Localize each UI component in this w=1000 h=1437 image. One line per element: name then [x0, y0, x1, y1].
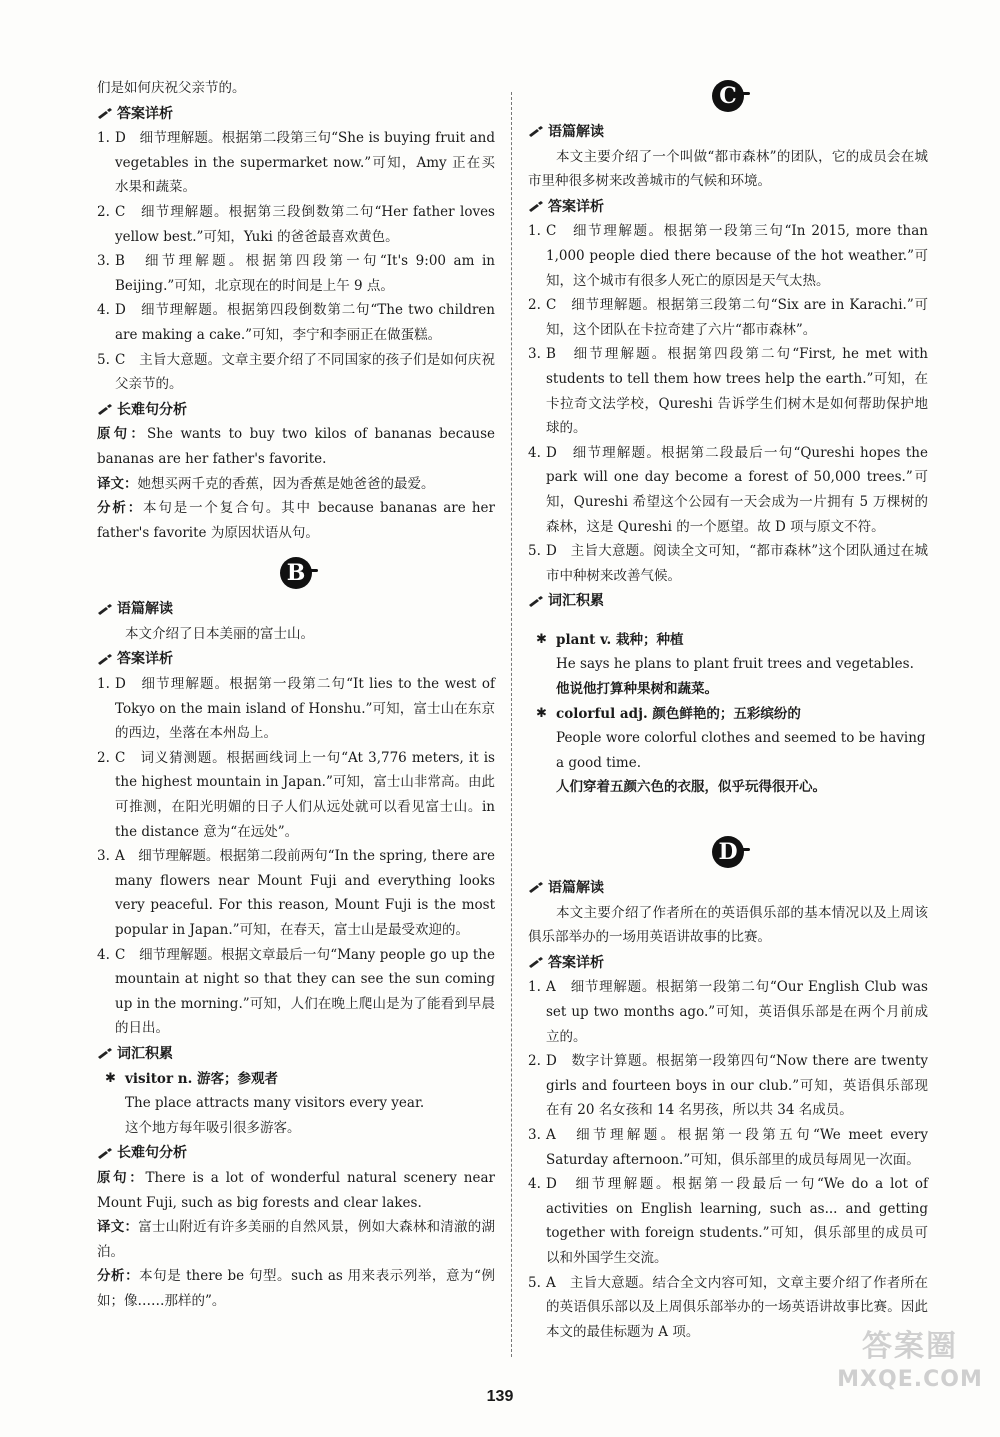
answer-list-a — [97, 126, 495, 397]
snowflake-star-icon: ✱ — [536, 705, 547, 721]
pencil-arrow-icon — [528, 125, 544, 139]
pencil-arrow-icon — [97, 603, 113, 617]
section-heading: 答案详析 — [97, 102, 495, 127]
vocab-entry: ✱ plant v. 栽种；种植 He says he plans to plant fruit trees and vegetables. 他说他打算种果树和蔬菜。 — [536, 628, 928, 702]
answer-item: 2. C 细节理解题。根据第三段第二句“Six are in Karachi.”可知，这个团队在卡拉奇建了六片“都市森林”。 — [528, 297, 928, 338]
answer-list-c — [528, 219, 928, 588]
sentence-analysis: 分析：本句是 there be 句型。such as 用来表示列举，意为“例如；像……那样的”。 — [97, 1268, 495, 1309]
answer-item: 5. C 主旨大意题。文章主要介绍了不同国家的孩子们是如何庆祝父亲节的。 — [97, 351, 495, 393]
right-column — [528, 76, 928, 1344]
section-badge-b: B — [280, 557, 312, 589]
column-divider — [511, 92, 512, 1357]
pencil-arrow-icon — [97, 1047, 113, 1061]
answer-item: 2. C 词义猜测题。根据画线词上一句“At 3,776 meters, it is the highest mountain in Japan.”可知，富士山非常高。由此可推测，在阳光明媚的日子人们从远处就可以看见富士山。in the distance 意为“在远处”。 — [97, 749, 495, 840]
answer-item: 5. D 主旨大意题。阅读全文可知，“都市森林”这个团队通过在城市中种树来改善气候。 — [528, 543, 928, 584]
pencil-arrow-icon — [97, 403, 113, 417]
left-column — [97, 76, 495, 1314]
sentence-original: 原句：There is a lot of wonderful natural scenery near Mount Fuji, such as big forests and clear lakes. — [97, 1169, 495, 1211]
passage-summary: 本文主要介绍了作者所在的英语俱乐部的基本情况以及上周该俱乐部举办的一场用英语讲故事的比赛。 — [528, 904, 928, 946]
snowflake-star-icon: ✱ — [536, 631, 547, 647]
section-heading: 语篇解读 — [528, 120, 928, 145]
pencil-arrow-icon — [97, 653, 113, 667]
page-number: 139 — [486, 1388, 514, 1405]
answer-list-d — [528, 975, 928, 1344]
answer-item: 3. A 细节理解题。根据第一段第五句“We meet every Saturday afternoon.”可知，俱乐部里的成员每周见一次面。 — [528, 1126, 928, 1168]
answer-item: 1. C 细节理解题。根据第一段第三句“In 2015, more than 1,000 people died there because of the hot weather.”可知，这个城市有很多人死亡的原因是天气太热。 — [528, 223, 928, 289]
section-heading: 长难句分析 — [97, 398, 495, 423]
pencil-arrow-icon — [528, 200, 544, 214]
section-badge-d: D — [712, 836, 744, 868]
pencil-arrow-icon — [528, 881, 544, 895]
answer-item: 4. D 细节理解题。根据第二段最后一句“Qureshi hopes the park will one day become a forest of 50,000 trees.”可知，Qureshi 希望这个公园有一天会成为一片拥有 5 万棵树的森林，这是 Qureshi 的一个愿望。故 D 项与原文不符。 — [528, 444, 928, 535]
answer-list-b — [97, 672, 495, 1041]
answer-item: 4. C 细节理解题。根据文章最后一句“Many people go up the mountain at night so that they can see the sun coming up in the morning.”可知，人们在晚上爬山是为了能看到早晨的日出。 — [97, 946, 495, 1037]
watermark-logo: 答案圈 MXQE.COM — [837, 1329, 983, 1392]
passage-summary: 本文主要介绍了一个叫做“都市森林”的团队，它的成员会在城市里种很多树来改善城市的气候和环境。 — [528, 148, 928, 190]
section-heading: 答案详析 — [97, 647, 495, 672]
answer-item: 2. D 数字计算题。根据第一段第四句“Now there are twenty girls and fourteen boys in our club.”可知，英语俱乐部现在有 20 名女孩和 14 名男孩，所以共 34 名成员。 — [528, 1053, 928, 1119]
sentence-translation: 译文：她想买两千克的香蕉，因为香蕉是她爸爸的最爱。 — [97, 475, 435, 492]
answer-item: 3. B 细节理解题。根据第四段第二句“First, he met with students to tell them how trees help the earth.”可知，在卡拉奇文法学校，Qureshi 告诉学生们树木是如何帮助保护地球的。 — [528, 346, 928, 437]
section-heading: 答案详析 — [528, 195, 928, 220]
section-heading: 词汇积累 — [528, 589, 928, 614]
section-badge-c: C — [712, 80, 744, 112]
snowflake-star-icon: ✱ — [105, 1070, 116, 1086]
section-heading: 语篇解读 — [528, 876, 928, 901]
answer-item: 3. A 细节理解题。根据第二段前两句“In the spring, there are many flowers near Mount Fuji and everything looks very peaceful. For this reason, Mount Fuji is the most popular in Japan.”可知，在春天，富士山是最受欢迎的。 — [97, 848, 495, 938]
answer-item: 4. D 细节理解题。根据第四段倒数第二句“The two children are making a cake.”可知，李宁和李丽正在做蛋糕。 — [97, 302, 495, 343]
answer-item: 4. D 细节理解题。根据第一段最后一句“We do a lot of activities on English learning, such as... and getting together with foreign students.”可知，俱乐部里的成员可以和外国学生交流。 — [528, 1176, 928, 1266]
passage-summary: 本文介绍了日本美丽的富士山。 — [125, 625, 314, 642]
sentence-analysis: 分析：本句是一个复合句。其中 because bananas are her father's favorite 为原因状语从句。 — [97, 500, 495, 541]
sentence-translation: 译文：富士山附近有许多美丽的自然风景，例如大森林和清澈的湖泊。 — [97, 1219, 496, 1260]
pencil-arrow-icon — [528, 595, 544, 609]
answer-item: 1. A 细节理解题。根据第一段第二句“Our English Club was set up two months ago.”可知，英语俱乐部是在两个月前成立的。 — [528, 979, 928, 1045]
answer-item: 1. D 细节理解题。根据第一段第二句“It lies to the west of Tokyo on the main island of Honshu.”可知，富士山在东京的西边，坐落在本州岛上。 — [97, 676, 495, 742]
answer-item: 2. C 细节理解题。根据第三段倒数第二句“Her father loves yellow best.”可知，Yuki 的爸爸最喜欢黄色。 — [97, 203, 495, 245]
intro-tail: 们是如何庆祝父亲节的。 — [97, 80, 246, 96]
section-heading: 词汇积累 — [97, 1042, 495, 1067]
pencil-arrow-icon — [97, 107, 113, 121]
vocab-entry: ✱ colorful adj. 颜色鲜艳的；五彩缤纷的 People wore colorful clothes and seemed to be having a good time. 人们穿着五颜六色的衣服，似乎玩得很开心。 — [536, 702, 928, 800]
section-heading: 答案详析 — [528, 951, 928, 976]
pencil-arrow-icon — [528, 956, 544, 970]
pencil-arrow-icon — [97, 1147, 113, 1161]
answer-item: 1. D 细节理解题。根据第二段第三句“She is buying fruit and vegetables in the supermarket now.”可知，Amy 正在买水果和蔬菜。 — [97, 130, 495, 196]
section-heading: 长难句分析 — [97, 1141, 495, 1166]
vocab-entry: ✱ visitor n. 游客；参观者 The place attracts many visitors every year. 这个地方每年吸引很多游客。 — [105, 1067, 495, 1141]
section-heading: 语篇解读 — [97, 597, 495, 622]
answer-item: 5. A 主旨大意题。结合全文内容可知，文章主要介绍了作者所在的英语俱乐部以及上周俱乐部举办的一场英语讲故事比赛。因此本文的最佳标题为 A 项。 — [528, 1274, 928, 1340]
sentence-original: 原句：She wants to buy two kilos of bananas because bananas are her father's favorite. — [97, 426, 495, 467]
answer-item: 3. B 细节理解题。根据第四段第一句“It's 9:00 am in Beijing.”可知，北京现在的时间是上午 9 点。 — [97, 253, 495, 294]
